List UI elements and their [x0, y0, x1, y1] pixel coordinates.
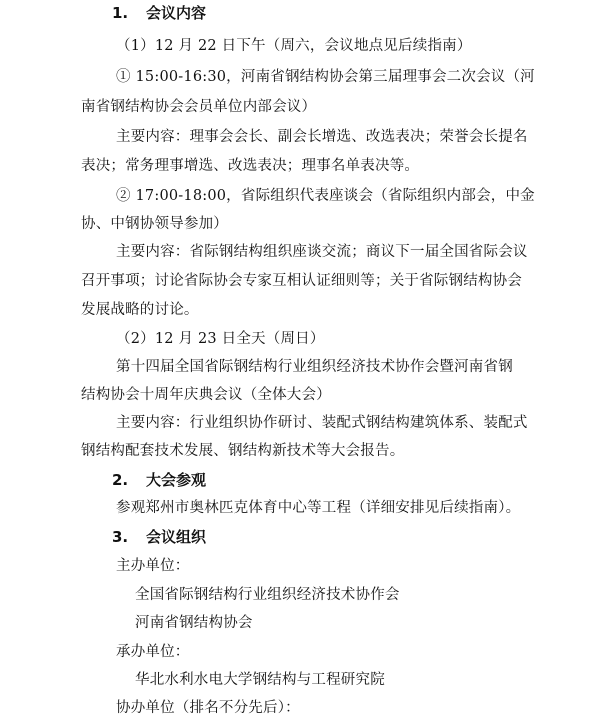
day2-line2: 结构协会十周年庆典会议（全体大会） — [81, 387, 331, 403]
host-label: 主办单位： — [116, 558, 190, 574]
section-3-number: 3. — [112, 528, 129, 546]
section-1-heading — [112, 3, 206, 23]
content2-line2: 召开事项；讨论省际协会专家互相认证细则等；关于省际钢结构协会 — [81, 273, 522, 289]
organizer-1: 华北水利水电大学钢结构与工程研究院 — [135, 672, 385, 688]
section-2-number: 2. — [112, 471, 129, 489]
item1-line1: ① 15:00-16:30，河南省钢结构协会第三届理事会二次会议（河 — [116, 69, 535, 85]
section-2-heading — [112, 470, 206, 490]
day2-line1: 第十四届全国省际钢结构行业组织经济技术协作会暨河南省钢 — [116, 359, 513, 375]
section-3-title: 会议组织 — [146, 528, 207, 546]
section-2-title: 大会参观 — [146, 471, 207, 489]
section-1-number: 1. — [112, 4, 129, 22]
content1-line1: 主要内容：理事会会长、副会长增选、改选表决；荣誉会长提名 — [116, 129, 528, 145]
content2-line3: 发展战略的讨论。 — [81, 302, 199, 318]
day2-content-line2: 钢结构配套技术发展、钢结构新技术等大会报告。 — [81, 443, 405, 459]
item1-line2: 南省钢结构协会会员单位内部会议） — [81, 99, 317, 115]
co-organizer-label: 协办单位（排名不分先后）： — [116, 700, 300, 716]
content2-line1: 主要内容：省际钢结构组织座谈交流；商议下一届全国省际会议 — [116, 244, 528, 260]
section-2-text: 参观郑州市奥林匹克体育中心等工程（详细安排见后续指南）。 — [116, 500, 521, 516]
content1-line2: 表决；常务理事增选、改选表决；理事名单表决等。 — [81, 158, 420, 174]
item2-line1: ② 17:00-18:00，省际组织代表座谈会（省际组织内部会，中金 — [116, 188, 535, 204]
organizer-label: 承办单位： — [116, 644, 190, 660]
host-1: 全国省际钢结构行业组织经济技术协作会 — [135, 587, 400, 603]
day2-header: （2）12 月 23 日全天（周日） — [116, 331, 325, 347]
day2-content-line1: 主要内容：行业组织协作研讨、装配式钢结构建筑体系、装配式 — [116, 415, 528, 431]
host-2: 河南省钢结构协会 — [135, 615, 253, 631]
day1-header: （1）12 月 22 日下午（周六，会议地点见后续指南） — [116, 38, 472, 54]
section-3-heading — [112, 527, 206, 547]
item2-line2: 协、中钢协领导参加） — [81, 216, 228, 232]
section-1-title: 会议内容 — [146, 4, 207, 22]
